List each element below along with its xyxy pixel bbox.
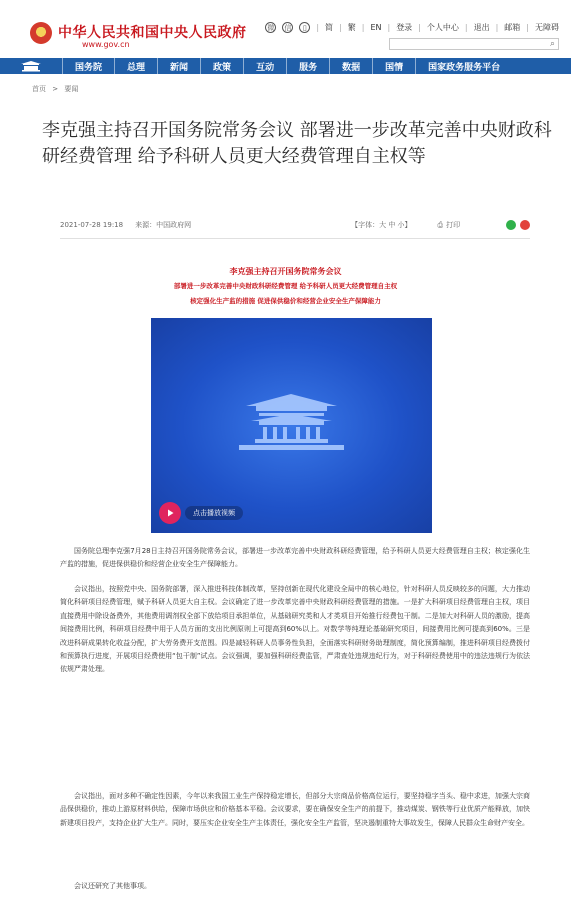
article-paragraph: 会议还研究了其他事项。	[74, 882, 151, 890]
breadcrumb-news[interactable]: 要闻	[64, 85, 79, 93]
search-input[interactable]	[389, 38, 559, 50]
weibo-icon[interactable]: 微	[267, 23, 275, 32]
article-title: 李克强主持召开国务院常务会议 部署进一步改革完善中央财政科研经费管理 给予科研人员更大经费管理自主权等	[42, 120, 552, 167]
national-emblem-icon	[30, 22, 52, 44]
video-headline-2: 部署进一步改革完善中央财政科研经费管理 给予科研人员更大经费管理自主权	[173, 282, 398, 290]
article-meta	[60, 218, 530, 232]
nav-interaction[interactable]: 互动	[243, 58, 286, 74]
building-silhouette-icon	[151, 318, 432, 533]
video-headline-1: 李克强主持召开国务院常务会议	[229, 267, 342, 276]
nav-policy[interactable]: 政策	[200, 58, 243, 74]
site-header	[0, 0, 571, 56]
site-url: www.gov.cn	[82, 40, 130, 49]
nav-service[interactable]: 服务	[286, 58, 329, 74]
nav-national-info[interactable]: 国情	[372, 58, 415, 74]
nav-home[interactable]	[0, 58, 62, 74]
font-size-control[interactable]: 【字体：大 中 小】	[351, 221, 412, 229]
main-nav	[0, 58, 571, 74]
link-login[interactable]: 登录	[396, 23, 413, 32]
video-headline-3: 核定强化生产监的措施 促进保供稳价和经营企业安全生产保障能力	[190, 297, 381, 305]
site-name[interactable]: 中华人民共和国中央人民政府	[58, 25, 247, 41]
link-logout[interactable]: 退出	[473, 23, 490, 32]
link-accessibility[interactable]: 无障碍	[535, 23, 559, 32]
mobile-icon[interactable]: ▯	[299, 22, 310, 33]
breadcrumb: 首页 > 要闻	[32, 85, 79, 93]
wechat-icon[interactable]: 信	[284, 23, 292, 32]
weibo-share-icon[interactable]	[520, 220, 530, 230]
print-icon: ⎙	[437, 220, 444, 229]
nav-premier[interactable]: 总理	[114, 58, 157, 74]
link-english[interactable]: EN	[370, 23, 382, 32]
nav-data[interactable]: 数据	[329, 58, 372, 74]
meta-divider	[60, 238, 530, 239]
share-buttons	[506, 220, 530, 230]
article-paragraph: 国务院总理李克强7月28日主持召开国务院常务会议，部署进一步改革完善中央财政科研经费管理，给予科研人员更大经费管理自主权；核定强化生产监的措施，促进保供稳价和经营企业安全生产保障能力。	[60, 547, 530, 569]
play-video-label[interactable]: 点击播放视频	[185, 506, 243, 520]
nav-state-council[interactable]: 国务院	[62, 58, 114, 74]
article-paragraph: 会议指出，按照党中央、国务院部署，深入推进科技体制改革，坚持创新在现代化建设全局中的核心地位，针对科研人员反映较多的问题，大力推动简化科研项目经费管理，赋予科研人员更大自主权。会议确定了进一步改革完善中央财政科研经费管理的措施。一是扩大科研项目经费管理自主权，项目直接费用中除设备费外，其他费用调剂权全部下放给项目承担单位，从基础研究类和人才类项目开始推行经费包干制。二是加大对科研人员的激励，提高间接费用比例，科研项目经费中用于人员方面的支出比例原则上可提高到60%以上。对数学等纯理论基础研究项目，间接费用比例可提高到60%。三是改进科研成果转化收益分配，扩大劳务费开支范围。四是减轻科研人员事务性负担，全面落实科研财务助理制度，简化预算编制，推进科研项目经费拨付和预算执行进度，开展项目经费使用“包干制”试点。会议强调，要加强科研经费监管，严肃查处违规违纪行为，对于科研经费使用中的违法违规行为依法依规严肃处理。	[60, 585, 530, 674]
nav-news[interactable]: 新闻	[157, 58, 200, 74]
home-building-icon	[19, 60, 43, 72]
nav-service-platform[interactable]: 国家政务服务平台	[415, 58, 512, 74]
breadcrumb-home[interactable]: 首页	[32, 85, 46, 93]
article-paragraph: 会议指出，面对多种不确定性因素，今年以来我国工业生产保持稳定增长，但部分大宗商品价格高位运行，要坚持稳字当头、稳中求进，加强大宗商品保供稳价，推动上游原材料供给，保障市场供应和价格基本平稳。会议要求，要在确保安全生产的前提下，推动煤炭、钢铁等行业优质产能释放，加快新建项目投产，支持企业扩大生产。同时，要压实企业安全生产主体责任，强化安全生产监管，坚决遏制重特大事故发生，保障人民群众生命财产安全。	[60, 792, 530, 827]
wechat-share-icon[interactable]	[506, 220, 516, 230]
article-source: 来源：中国政府网	[135, 221, 192, 229]
link-traditional[interactable]: 繁	[347, 23, 356, 32]
print-button[interactable]	[438, 220, 461, 230]
search-icon[interactable]: ⌕	[549, 39, 555, 49]
link-simplified[interactable]: 简	[325, 23, 334, 32]
top-links: 微 信 ▯ | 简 | 繁 | EN | 登录 | 个人中心 | 退出 | 邮箱 | 无障碍	[267, 23, 559, 32]
video-player[interactable]	[151, 318, 432, 533]
link-mail[interactable]: 邮箱	[504, 23, 521, 32]
link-personal-center[interactable]: 个人中心	[426, 23, 459, 32]
article-date: 2021-07-28 19:18	[60, 221, 124, 229]
play-icon[interactable]	[159, 502, 181, 524]
print-label: 打印	[446, 221, 461, 229]
